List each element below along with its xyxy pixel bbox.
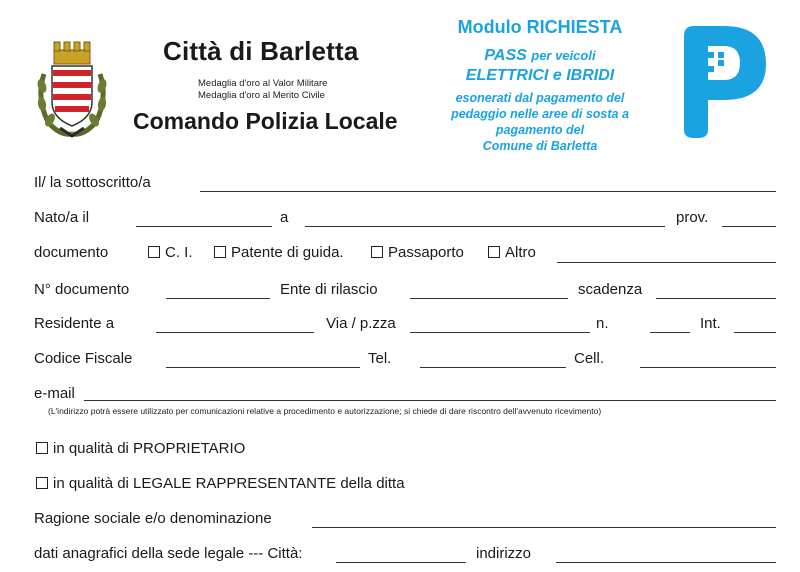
email-field[interactable] [84,400,776,401]
altro-checkbox[interactable] [488,246,500,258]
module-text-5: pedaggio nelle aree di sosta a [451,107,629,121]
altro-field[interactable] [557,262,776,263]
ente-label: Ente di rilascio [280,281,378,298]
scadenza-label: scadenza [578,281,643,298]
module-text-4: esonerati dal pagamento del [455,91,625,105]
residente-field[interactable] [156,332,314,333]
sottoscritto-field[interactable] [200,191,776,192]
cf-label: Codice Fiscale [34,350,133,367]
numero-field[interactable] [650,332,690,333]
city-title: Città di Barletta [163,36,359,66]
module-text-7: Comune di Barletta [482,139,598,153]
pass-word: PASS [484,47,527,64]
birth-place-field[interactable] [305,226,665,227]
cf-field[interactable] [166,367,360,368]
legale-label: in qualità di LEGALE RAPPRESENTANTE della ditta [53,475,405,492]
per-veicoli-text: per veicoli [531,48,596,63]
altro-option[interactable] [488,244,536,261]
ragione-label: Ragione sociale e/o denominazione [34,510,272,527]
module-text-6: pagamento del [495,123,585,137]
medal-text-2: Medaglia d'oro al Merito Civile [198,90,325,101]
ci-option[interactable] [148,244,193,261]
indirizzo-label: indirizzo [476,545,532,562]
proprietario-label: in qualità di PROPRIETARIO [53,440,246,457]
email-label: e-mail [34,385,75,402]
prov-field[interactable] [722,226,776,227]
ci-label: C. I. [165,244,193,261]
n-documento-label: N° documento [34,281,130,298]
altro-label: Altro [505,244,536,261]
documento-label: documento [34,244,109,261]
patente-option[interactable] [214,244,344,261]
passaporto-checkbox[interactable] [371,246,383,258]
numero-label: n. [596,315,609,332]
cell-field[interactable] [640,367,776,368]
cell-label: Cell. [574,350,605,367]
sottoscritto-label: Il/ la sottoscritto/a [34,174,151,191]
email-note: (L'indirizzo potrà essere utilizzato per comunicazioni relative a procedimento e autorizzazione; si chiede di dare riscontro dell'avvenuto ricevimento) [48,406,602,416]
patente-label: Patente di guida. [231,244,344,261]
legale-option[interactable] [36,475,405,492]
ragione-field[interactable] [312,527,776,528]
proprietario-option[interactable] [36,440,245,457]
module-title: Modulo RICHIESTA [457,17,623,37]
passaporto-label: Passaporto [388,244,464,261]
patente-checkbox[interactable] [214,246,226,258]
module-vehicle-type: ELETTRICI e IBRIDI [465,67,615,84]
passaporto-option[interactable] [371,244,464,261]
coat-of-arms-icon [34,36,110,140]
int-field[interactable] [734,332,776,333]
nato-label: Nato/a il [34,209,90,226]
n-documento-field[interactable] [166,298,270,299]
prov-label: prov. [676,209,709,226]
dati-label: dati anagrafici della sede legale --- Città: [34,545,303,562]
birth-date-field[interactable] [136,226,272,227]
int-label: Int. [700,315,721,332]
indirizzo-field[interactable] [556,562,776,563]
citta-field[interactable] [336,562,466,563]
tel-field[interactable] [420,367,566,368]
residente-label: Residente a [34,315,115,332]
command-title: Comando Polizia Locale [133,108,398,134]
legale-checkbox[interactable] [36,477,48,489]
medal-text-1: Medaglia d'oro al Valor Militare [198,78,328,89]
proprietario-checkbox[interactable] [36,442,48,454]
via-label: Via / p.zza [326,315,396,332]
birth-place-label: a [280,209,289,226]
ci-checkbox[interactable] [148,246,160,258]
via-field[interactable] [410,332,590,333]
tel-label: Tel. [368,350,392,367]
ente-field[interactable] [410,298,568,299]
module-pass-line [420,47,660,65]
parking-logo-icon [684,26,766,138]
scadenza-field[interactable] [656,298,776,299]
